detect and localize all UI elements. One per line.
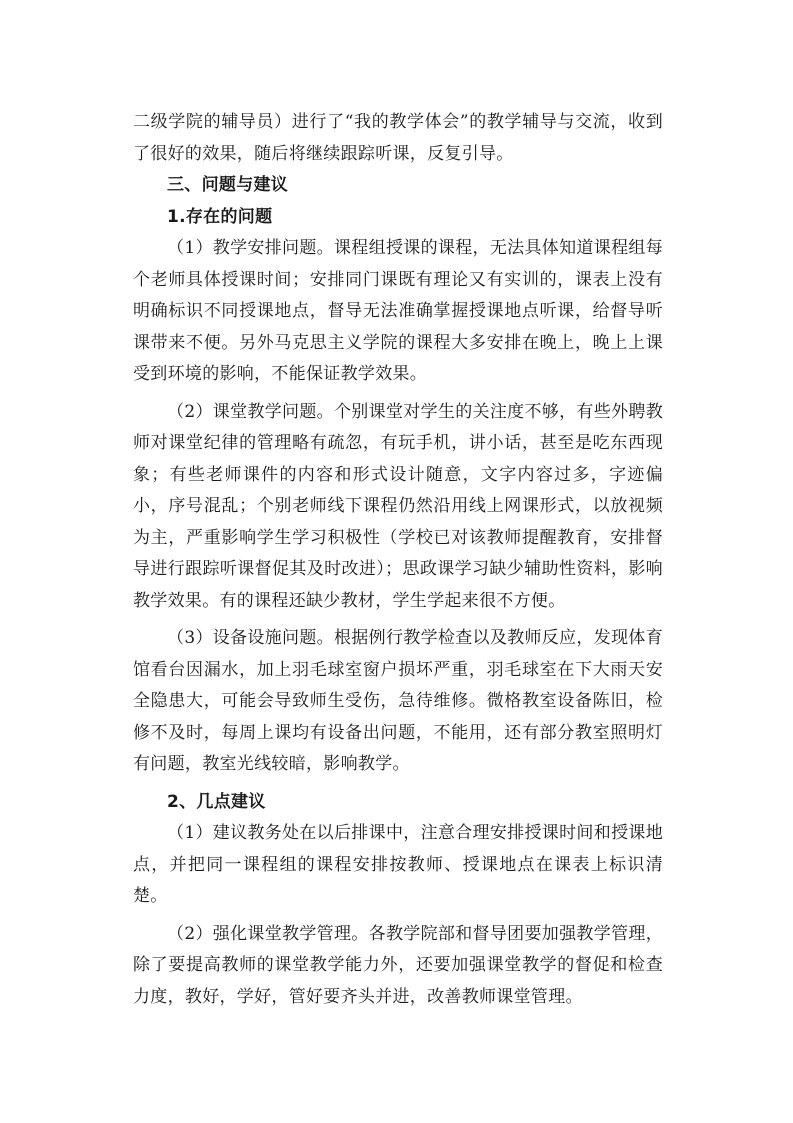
subsection-title-problems: 1.存在的问题 (167, 206, 273, 227)
document-body (133, 107, 663, 1013)
paragraph-continuation: 二级学院的辅导员）进行了“我的教学体会”的教学辅导与交流，收到了很好的效果，随后将继续跟踪听课，反复引导。 (133, 112, 663, 164)
problem-paragraph-1: （1）教学安排问题。课程组授课的课程，无法具体知道课程组每个老师具体授课时间；安排同门课既有理论又有实训的，课表上没有明确标识不同授课地点，督导无法准确掌握授课地点听课，给督导听课带来不便。另外马克思主义学院的课程大多安排在晚上，晚上上课受到环境的影响，不能保证教学效果。 (133, 238, 663, 384)
section-title: 三、问题与建议 (167, 175, 289, 195)
problem-paragraph-2: （2）课堂教学问题。个别课堂对学生的关注度不够，有些外聘教师对课堂纪律的管理略有疏忽，有玩手机，讲小话，甚至是吃东西现象；有些老师课件的内容和形式设计随意，文字内容过多，字迹偏小，序号混乱；个别老师线下课程仍然沿用线上网课形式，以放视频为主，严重影响学生学习积极性（学校已对该教师提醒教育，安排督导进行跟踪听课督促其及时改进）；思政课学习缺少辅助性资料，影响教学效果。有的课程还缺少教材，学生学起来很不方便。 (133, 401, 663, 611)
suggestion-paragraph-2: （2）强化课堂教学管理。各教学院部和督导团要加强教学管理，除了要提高教师的课堂教学能力外，还要加强课堂教学的督促和检查力度，教好，学好，管好要齐头并进，改善教师课堂管理。 (133, 923, 663, 1007)
suggestion-paragraph-1: （1）建议教务处在以后排课中，注意合理安排授课时间和授课地点，并把同一课程组的课程安排按教师、授课地点在课表上标识清楚。 (133, 823, 663, 906)
problem-paragraph-3: （3）设备设施问题。根据例行教学检查以及教师反应，发现体育馆看台因漏水，加上羽毛球室窗户损坏严重，羽毛球室在下大雨天安全隐患大，可能会导致师生受伤，急待维修。微格教室设备陈旧，检修不及时，每周上课均有设备出问题，不能用，还有部分教室照明灯有问题，教室光线较暗，影响教学。 (133, 628, 663, 774)
subsection-title-suggestions: 2、几点建议 (167, 791, 266, 812)
